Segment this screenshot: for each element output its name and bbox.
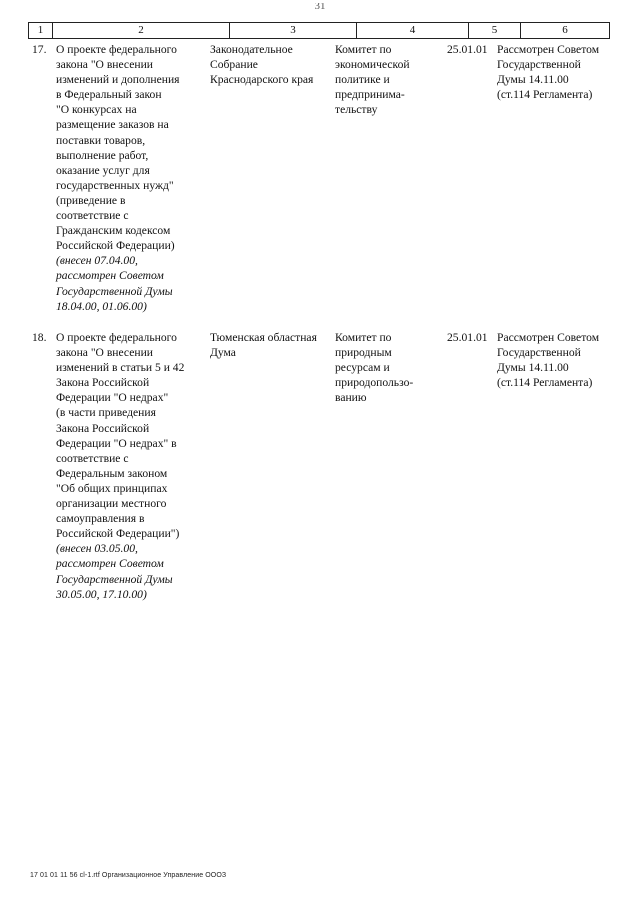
- bill-title-line: соответствие с: [56, 209, 129, 223]
- committee-line: ресурсам и: [335, 361, 390, 375]
- bill-title-line: "Об общих принципах: [56, 481, 168, 495]
- status-line: Рассмотрен Советом: [497, 43, 600, 56]
- bill-note-line: 18.04.00, 01.06.00): [56, 299, 147, 313]
- bill-title-line: Федерации "О недрах" в: [56, 436, 177, 450]
- bill-title-line: Российской Федерации): [56, 239, 175, 253]
- bill-author-line: Законодательное: [210, 43, 293, 56]
- header-col-3: 3: [229, 23, 356, 38]
- date: 25.01.01: [447, 43, 488, 56]
- bill-note-line: рассмотрен Советом: [56, 269, 164, 283]
- bill-title-line: закона "О внесении: [56, 58, 153, 72]
- bill-author-line: Тюменская областная: [210, 331, 317, 344]
- bill-title-line: О проекте федерального: [56, 331, 177, 344]
- header-col-5: 5: [468, 23, 520, 38]
- date: 25.01.01: [447, 331, 488, 344]
- bill-note-line: Государственной Думы: [56, 572, 173, 586]
- status: [497, 330, 599, 390]
- bill-title-line: (в части приведения: [56, 406, 156, 420]
- bill-author-line: Краснодарского края: [210, 73, 314, 87]
- bill-title-line: Федерации "О недрах": [56, 391, 169, 405]
- committee-line: ванию: [335, 391, 367, 405]
- bill-title-line: Закона Российской: [56, 376, 150, 390]
- bill-author-line: Собрание: [210, 58, 258, 72]
- status-line: Государственной: [497, 346, 581, 360]
- bill-note-line: (внесен 07.04.00,: [56, 254, 138, 268]
- status-line: (ст.114 Регламента): [497, 88, 593, 102]
- document-footer: 17 01 01 11 56 cl-1.rtf Организационное Управление ОООЗ: [30, 872, 227, 879]
- bill-title-line: размещение заказов на: [56, 118, 169, 132]
- table-header-row: [28, 22, 610, 39]
- bill-title-line: организации местного: [56, 497, 167, 511]
- bill-title-line: самоуправления в: [56, 512, 145, 526]
- header-col-4: 4: [356, 23, 468, 38]
- bill-title-line: соответствие с: [56, 451, 129, 465]
- bill-title-line: оказание услуг для: [56, 163, 150, 177]
- status-line: Государственной: [497, 58, 581, 72]
- status-line: Думы 14.11.00: [497, 73, 569, 87]
- row-number: 17.: [32, 43, 47, 56]
- bill-author: [210, 42, 313, 87]
- status-line: (ст.114 Регламента): [497, 376, 593, 390]
- committee-line: Комитет по: [335, 43, 392, 56]
- status-line: Рассмотрен Советом: [497, 331, 600, 344]
- bill-author: [210, 330, 317, 360]
- page-number: 31: [314, 3, 326, 12]
- committee-line: природопользо-: [335, 376, 414, 390]
- committee-line: экономической: [335, 58, 410, 72]
- bill-title-line: Федеральным законом: [56, 466, 168, 480]
- bill-title-line: Гражданским кодексом: [56, 224, 171, 238]
- status: [497, 42, 599, 102]
- committee-line: политике и: [335, 73, 390, 87]
- bill-note-line: (внесен 03.05.00,: [56, 542, 138, 556]
- bill-title-line: О проекте федерального: [56, 43, 177, 56]
- bill-title-line: государственных нужд": [56, 178, 174, 192]
- bill-note-line: 30.05.00, 17.10.00): [56, 587, 147, 601]
- bill-title-line: Российской Федерации"): [56, 527, 180, 541]
- bill-author-line: Дума: [210, 346, 236, 360]
- committee: [335, 42, 410, 117]
- header-col-1: 1: [28, 23, 52, 38]
- header-col-6: 6: [520, 23, 610, 38]
- status-line: Думы 14.11.00: [497, 361, 569, 375]
- bill-note-line: рассмотрен Советом: [56, 557, 164, 571]
- bill-title-line: изменений в статьи 5 и 42: [56, 361, 185, 375]
- committee: [335, 330, 413, 405]
- bill-title-line: закона "О внесении: [56, 346, 153, 360]
- committee-line: предпринима-: [335, 88, 405, 102]
- bill-title-line: в Федеральный закон: [56, 88, 162, 102]
- bill-title: [56, 42, 180, 314]
- bill-title-line: выполнение работ,: [56, 148, 149, 162]
- committee-line: Комитет по: [335, 331, 392, 344]
- bill-title-line: Закона Российской: [56, 421, 150, 435]
- header-col-2: 2: [52, 23, 229, 38]
- bill-title-line: изменений и дополнения: [56, 73, 180, 87]
- committee-line: тельству: [335, 103, 378, 117]
- bill-note-line: Государственной Думы: [56, 284, 173, 298]
- committee-line: природным: [335, 346, 392, 360]
- bill-title: [56, 330, 184, 602]
- bill-title-line: поставки товаров,: [56, 133, 146, 147]
- row-number: 18.: [32, 331, 47, 344]
- bill-title-line: (приведение в: [56, 193, 126, 207]
- bill-title-line: "О конкурсах на: [56, 103, 137, 117]
